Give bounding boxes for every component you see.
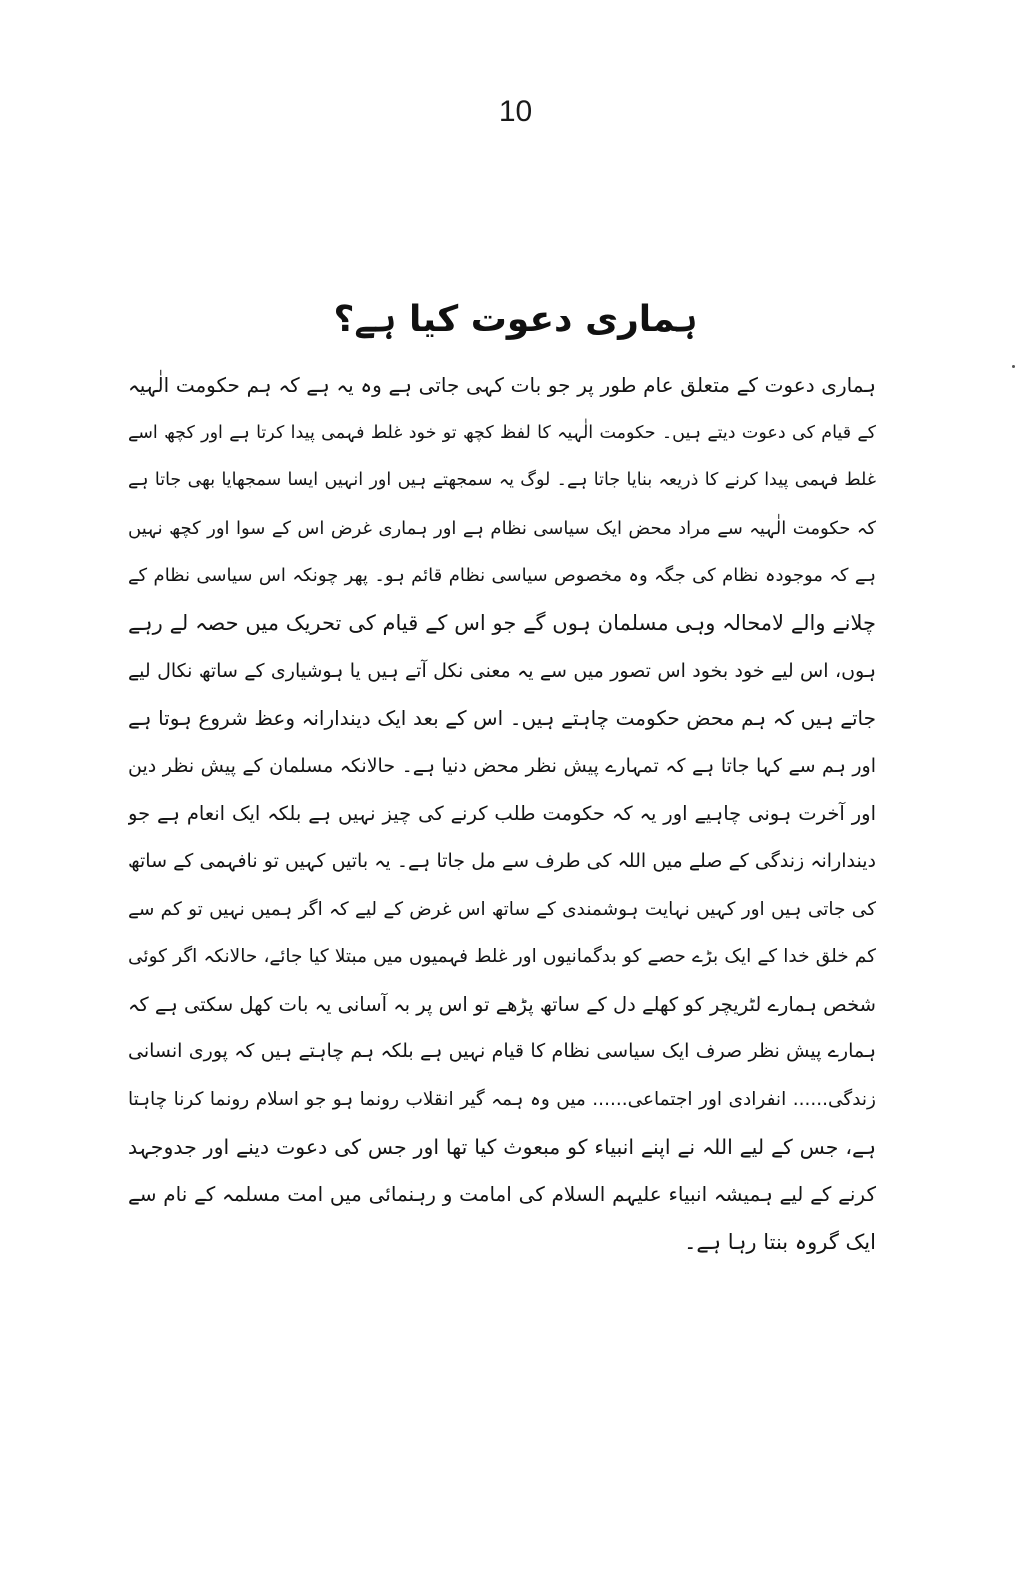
paragraph-line: ہوں، اس لیے خود بخود اس تصور میں سے یہ معنی نکل آتے ہیں یا ہوشیاری کے ساتھ نکال لیے <box>128 659 876 682</box>
paragraph-line: اور آخرت ہونی چاہیے اور یہ کہ حکومت طلب کرنے کی چیز نہیں ہے بلکہ ایک انعام ہے جو <box>128 802 876 826</box>
paragraph-line: کی جاتی ہیں اور کہیں نہایت ہوشمندی کے ساتھ اس غرض کے لیے کہ اگر ہمیں نہیں تو کم سے <box>128 898 876 920</box>
paragraph-line: کے قیام کی دعوت دیتے ہیں۔ حکومت الٰہیہ کا لفظ کچھ تو خود غلط فہمی پیدا کرتا ہے اور کچھ اسے <box>128 422 876 443</box>
paragraph-line: ہمارے پیش نظر صرف ایک سیاسی نظام کا قیام نہیں ہے بلکہ ہم چاہتے ہیں کہ پوری انسانی <box>128 1040 876 1063</box>
paragraph-line: ہے کہ موجودہ نظام کی جگہ وہ مخصوص سیاسی نظام قائم ہو۔ پھر چونکہ اس سیاسی نظام کے <box>128 565 876 587</box>
page-heading: ہماری دعوت کیا ہے؟ <box>333 299 698 340</box>
body-paragraph <box>128 362 876 1266</box>
paragraph-line: اور ہم سے کہا جاتا ہے کہ تمہارے پیش نظر محض دنیا ہے۔ حالانکہ مسلمان کے پیش نظر دین <box>128 754 876 777</box>
paragraph-line: کم خلق خدا کے ایک بڑے حصے کو بدگمانیوں اور غلط فہمیوں میں مبتلا کیا جائے، حالانکہ اگر کوئی <box>128 946 876 968</box>
paragraph-line: چلانے والے لامحالہ وہی مسلمان ہوں گے جو اس کے قیام کی تحریک میں حصہ لے رہے <box>128 610 876 635</box>
paragraph-line-last: ایک گروہ بنتا رہا ہے۔ <box>684 1229 876 1254</box>
paragraph-line: کرنے کے لیے ہمیشہ انبیاء علیہم السلام کی امامت و رہنمائی میں امت مسلمہ کے نام سے <box>128 1182 876 1207</box>
paragraph-line: ہماری دعوت کے متعلق عام طور پر جو بات کہی جاتی ہے وہ یہ ہے کہ ہم حکومت الٰہیہ <box>128 373 876 397</box>
paragraph-line: شخص ہمارے لٹریچر کو کھلے دل کے ساتھ پڑھے تو اس پر بہ آسانی یہ بات کھل سکتی ہے کہ <box>128 992 876 1016</box>
paragraph-line: جاتے ہیں کہ ہم محض حکومت چاہتے ہیں۔ اس کے بعد ایک دیندارانہ وعظ شروع ہوتا ہے <box>128 706 876 731</box>
paragraph-line: کہ حکومت الٰہیہ سے مراد محض ایک سیاسی نظام ہے اور ہماری غرض اس کے سوا اور کچھ نہیں <box>128 517 876 539</box>
scan-speck <box>1012 365 1015 368</box>
paragraph-line: غلط فہمی پیدا کرنے کا ذریعہ بنایا جاتا ہے۔ لوگ یہ سمجھتے ہیں اور انہیں ایسا سمجھایا بھی جاتا ہے <box>128 470 876 491</box>
paragraph-line: ہے، جس کے لیے اللہ نے اپنے انبیاء کو مبعوث کیا تھا اور جس کی دعوت دینے اور جدوجہد <box>128 1134 876 1159</box>
paragraph-line: دیندارانہ زندگی کے صلے میں اللہ کی طرف سے مل جاتا ہے۔ یہ باتیں کہیں تو نافہمی کے ساتھ <box>128 849 876 872</box>
page-number: 10 <box>498 95 533 128</box>
paragraph-line: زندگی...... انفرادی اور اجتماعی...... میں وہ ہمہ گیر انقلاب رونما ہو جو اسلام رونما کرنا چاہتا <box>128 1088 876 1110</box>
